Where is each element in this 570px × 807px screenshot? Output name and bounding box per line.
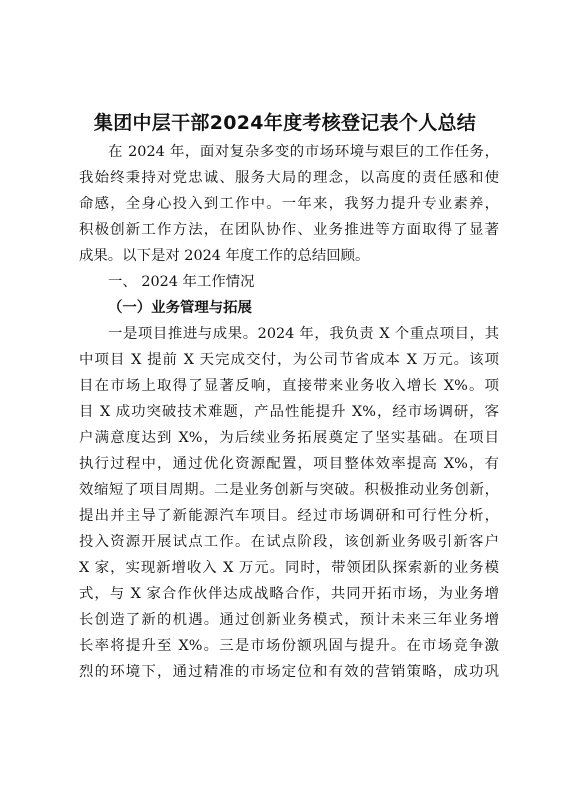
- body-line: 式，与 X 家合作伙伴达成战略合作，共同开拓市场，为业务增: [79, 586, 499, 602]
- body-line: X 家，实现新增收入 X 万元。同时，带领团队探索新的业务模: [79, 560, 499, 576]
- body-line: 长率将提升至 X%。三是市场份额巩固与提升。在市场竞争激: [79, 638, 499, 654]
- intro-line: 成果。以下是对 2024 年度工作的总结回顾。: [79, 248, 370, 264]
- body-line: 长创造了新的机遇。通过创新业务模式，预计未来三年业务增: [79, 612, 499, 628]
- body-line: 烈的环境下，通过精准的市场定位和有效的营销策略，成功巩: [79, 664, 499, 680]
- body-line: 提出并主导了新能源汽车项目。经过市场调研和可行性分析，: [79, 508, 499, 524]
- subsection-heading: （一）业务管理与拓展: [108, 299, 252, 316]
- body-line: 中项目 X 提前 X 天完成交付，为公司节省成本 X 万元。该项: [79, 352, 499, 368]
- body-line: 投入资源开展试点工作。在试点阶段，该创新业务吸引新客户: [79, 534, 499, 550]
- document-title: 集团中层干部2024年度考核登记表个人总结: [93, 112, 477, 134]
- body-line: 效缩短了项目周期。二是业务创新与突破。积极推动业务创新，: [79, 482, 499, 498]
- body-line: 户满意度达到 X%，为后续业务拓展奠定了坚实基础。在项目: [79, 430, 499, 446]
- body-line: 执行过程中，通过优化资源配置，项目整体效率提高 X%，有: [79, 456, 499, 472]
- section-heading: 一、 2024 年工作情况: [108, 274, 255, 290]
- body-line: 一是项目推进与成果。2024 年，我负责 X 个重点项目，其: [108, 326, 499, 342]
- body-line: 目在市场上取得了显著反响，直接带来业务收入增长 X%。项: [79, 378, 499, 394]
- intro-line: 在 2024 年，面对复杂多变的市场环境与艰巨的工作任务，: [108, 144, 499, 160]
- intro-line: 我始终秉持对党忠诚、服务大局的理念，以高度的责任感和使: [79, 170, 499, 186]
- body-line: 目 X 成功突破技术难题，产品性能提升 X%，经市场调研，客: [79, 404, 499, 420]
- intro-line: 命感，全身心投入到工作中。一年来，我努力提升专业素养，: [79, 196, 499, 212]
- intro-line: 积极创新工作方法，在团队协作、业务推进等方面取得了显著: [79, 222, 499, 238]
